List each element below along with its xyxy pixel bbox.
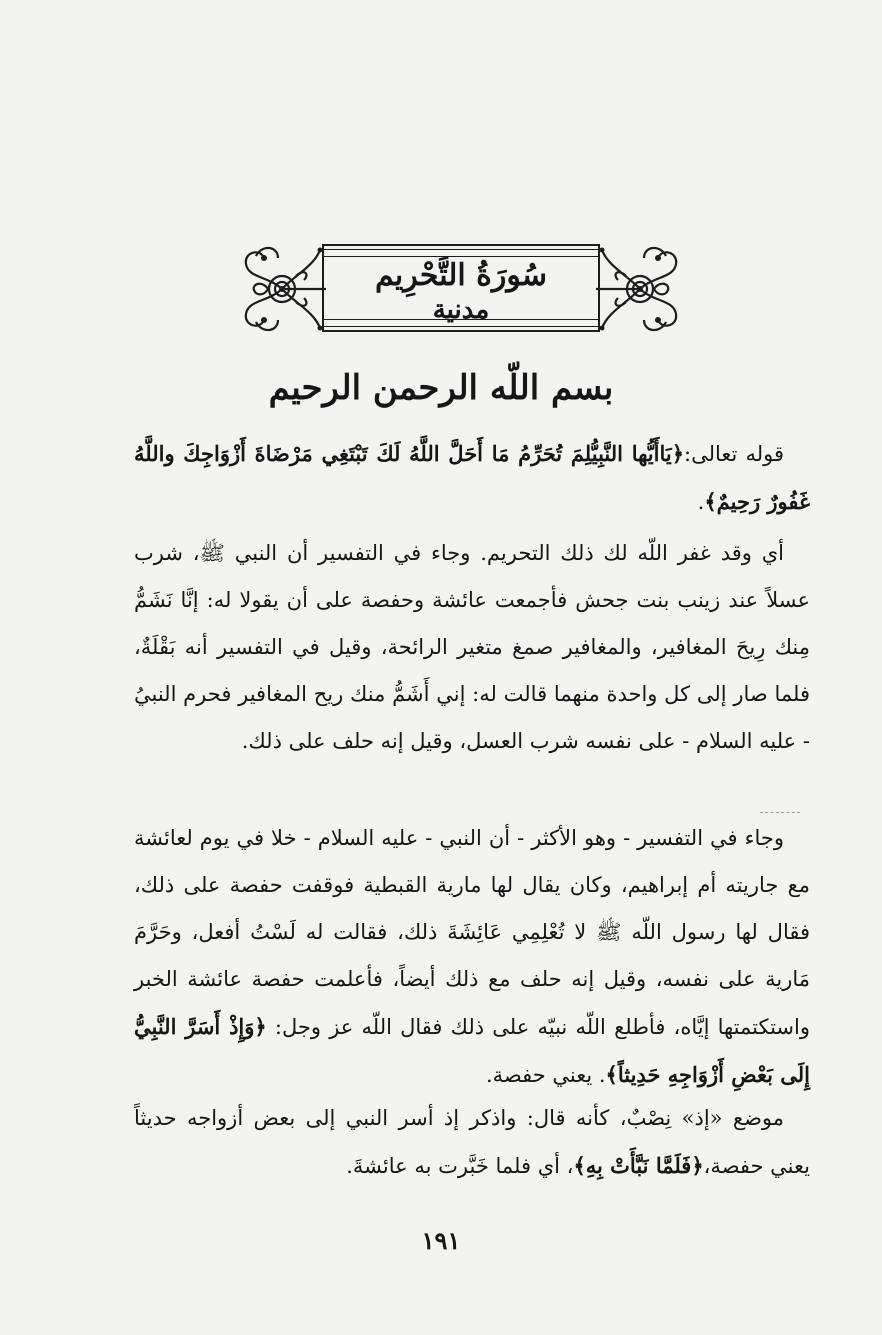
dash-separator (760, 812, 800, 813)
paragraph-tail: . يعني حفصة. (485, 1063, 606, 1087)
verse-intro: قوله تعالى: (684, 442, 784, 466)
paragraph-verse (134, 430, 810, 526)
paragraph-tail: ، أي فلما خَبَّرت به عائشةَ. (346, 1154, 574, 1178)
paragraph-grammar-note (134, 1095, 810, 1190)
quran-quote: ﴿وَإِذْ أَسَرَّ النَّبِيُّ إِلَى بَعْضِ أَزْوَاجِهِ حَدِيثاً﴾ (134, 1014, 810, 1087)
surah-type: مدنية (432, 295, 490, 325)
basmala: بسم اللّه الرحمن الرحيم (268, 368, 614, 408)
paragraph (134, 430, 810, 526)
paragraph (134, 1095, 810, 1190)
floral-ornament-icon (238, 236, 328, 342)
paragraph-text: وجاء في التفسير - وهو الأكثر - أن النبي - عليه السلام - خلا في يوم لعائشة مع جاريته أم إبراهيم، وكان يقال لها مارية القبطية فوقفت حفصة على ذلك، فقال لها رسول اللّه ﷺ لا تُعْلِمِي عَائِشَةَ ذلك، فقالت له لَسْتُ أفعل، وحَرَّمَ مَارية على نفسه، وقيل إنه حلف مع ذلك أيضاً، فأعلمت حفصة عائشة الخبر واستكتمتها إيَّاه، فأطلع اللّه نبيّه على ذلك فقال اللّه عز وجل: (134, 826, 810, 1039)
floral-ornament-icon (594, 236, 684, 342)
title-border-top (324, 249, 598, 257)
title-border-bottom (324, 319, 598, 327)
paragraph: أي وقد غفر اللّه لك ذلك التحريم. وجاء في التفسير أن النبي ﷺ، شرب عسلاً عند زينب بنت جحش فأجمعت عائشة وحفصة على أن يقولا له: إنَّا نَشَمُّ مِنك رِيحَ المغافير، والمغافير صمغ متغير الرائحة، وقيل في التفسير أنه بَقْلَةٌ، فلما صار إلى كل واحدة منهما قالت له: إني أَشَمُّ منك ريح المغافير فحرم النبيُ - عليه السلام - على نفسه شرب العسل، وقيل إنه حلف على ذلك. (134, 541, 810, 753)
paragraph-text: موضع «إذ» نِصْبٌ، كأنه قال: واذكر إذ أسر النبي إلى بعض أزواجه حديثاً يعني حفصة، (134, 1106, 810, 1178)
surah-name: سُورَةُ التَّحْرِيم (374, 258, 548, 293)
paragraph-commentary-1 (134, 530, 810, 765)
quran-quote: ﴿فَلَمَّا نَبَّأَتْ بِهِ﴾ (573, 1153, 704, 1178)
paragraph-tail: . (697, 490, 705, 514)
paragraph (134, 815, 810, 1099)
quran-quote: ﴿يَاأَيُّها النَّبِيُّلِمَ تُحَرِّمُ مَا أَحَلَّ اللَّهُ لَكَ تَبْتَغِي مَرْضَاةَ أَزْوَاجِكَ واللَّهُ غَفُورٌ رَحِيمٌ﴾ (134, 441, 810, 514)
surah-title-frame (238, 236, 684, 342)
page-number: ١٩١ (421, 1226, 461, 1255)
paragraph-commentary-2 (134, 815, 810, 1099)
surah-title-box (322, 244, 600, 332)
